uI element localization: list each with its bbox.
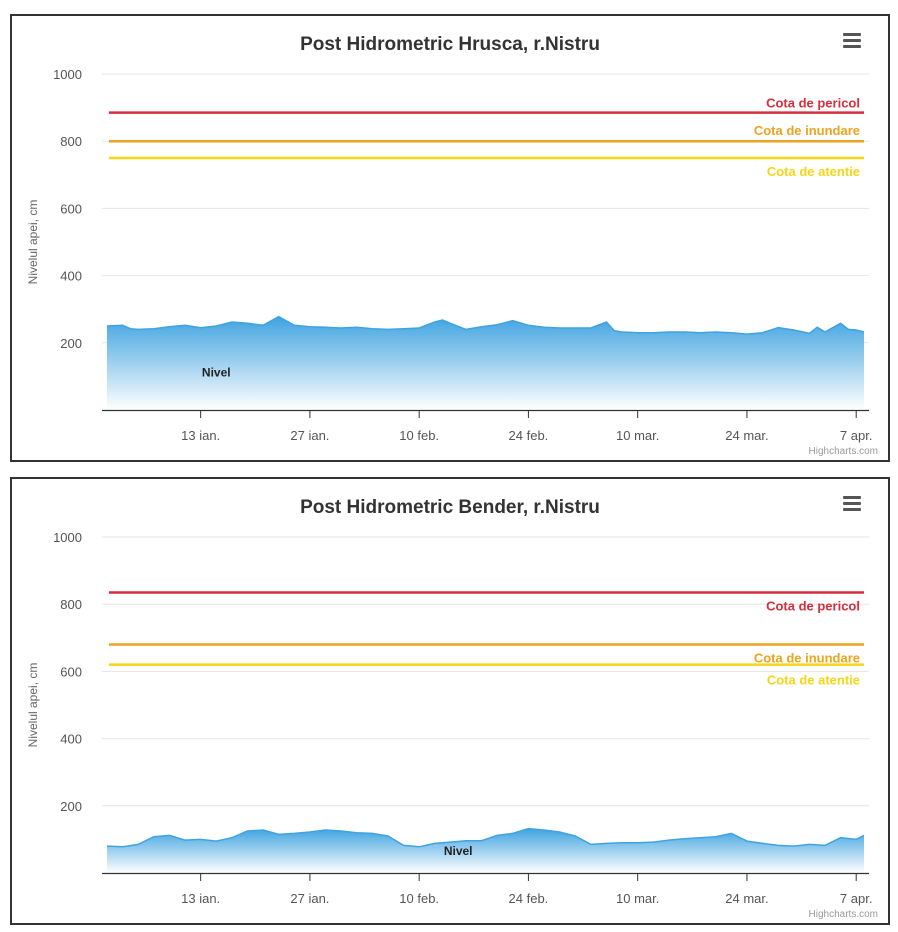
x-tick-label: 7 apr. — [839, 891, 873, 906]
chart-panel-bender — [10, 477, 890, 925]
x-tick-label: 24 feb. — [508, 891, 549, 906]
y-axis-label: Nivelul apei, cm — [26, 662, 40, 748]
x-tick-label: 27 ian. — [290, 891, 330, 906]
chart-title: Post Hidrometric Bender, r.Nistru — [300, 497, 600, 518]
highcharts-credit[interactable]: Highcharts.com — [808, 446, 878, 457]
series-label-nivel: Nivel — [201, 365, 231, 380]
y-tick-label: 1000 — [53, 67, 82, 82]
x-tick-label: 13 ian. — [181, 891, 221, 906]
y-tick-label: 200 — [60, 335, 82, 351]
x-tick-label: 10 mar. — [616, 891, 660, 906]
x-tick-label: 13 ian. — [181, 428, 221, 443]
y-tick-label: 800 — [60, 597, 82, 613]
y-tick-label: 400 — [60, 268, 82, 284]
chart-hrusca — [12, 16, 888, 460]
y-tick-label: 800 — [60, 134, 82, 150]
highcharts-credit[interactable]: Highcharts.com — [808, 909, 878, 920]
x-tick-label: 7 apr. — [839, 428, 873, 443]
y-tick-label: 1000 — [53, 530, 82, 545]
series-area-nivel — [107, 829, 864, 873]
chart-panel-hrusca — [10, 14, 890, 462]
x-tick-label: 10 mar. — [616, 428, 660, 443]
x-tick-label: 24 feb. — [508, 428, 549, 443]
x-tick-label: 24 mar. — [725, 428, 769, 443]
y-tick-label: 200 — [60, 798, 82, 814]
plot-line-label-1: Cota de inundare — [753, 123, 860, 139]
plot-line-label-0: Cota de pericol — [766, 95, 860, 111]
series-label-nivel: Nivel — [443, 844, 473, 858]
x-tick-label: 10 feb. — [399, 891, 440, 906]
plot-line-label-2: Cota de atentie — [766, 672, 860, 688]
chart-bender — [12, 479, 888, 923]
x-tick-label: 24 mar. — [725, 891, 769, 906]
y-tick-label: 600 — [60, 664, 82, 680]
plot-line-label-1: Cota de inundare — [753, 650, 860, 666]
hamburger-menu-icon[interactable] — [843, 496, 861, 511]
y-tick-label: 600 — [60, 201, 82, 217]
chart-title: Post Hidrometric Hrusca, r.Nistru — [300, 34, 600, 55]
series-area-nivel — [107, 317, 864, 410]
plot-line-label-0: Cota de pericol — [766, 598, 860, 614]
x-tick-label: 10 feb. — [399, 428, 440, 443]
y-axis-label: Nivelul apei, cm — [26, 199, 40, 285]
hamburger-menu-icon[interactable] — [843, 33, 861, 48]
plot-line-label-2: Cota de atentie — [766, 164, 860, 179]
x-tick-label: 27 ian. — [290, 428, 330, 443]
y-tick-label: 400 — [60, 731, 82, 747]
